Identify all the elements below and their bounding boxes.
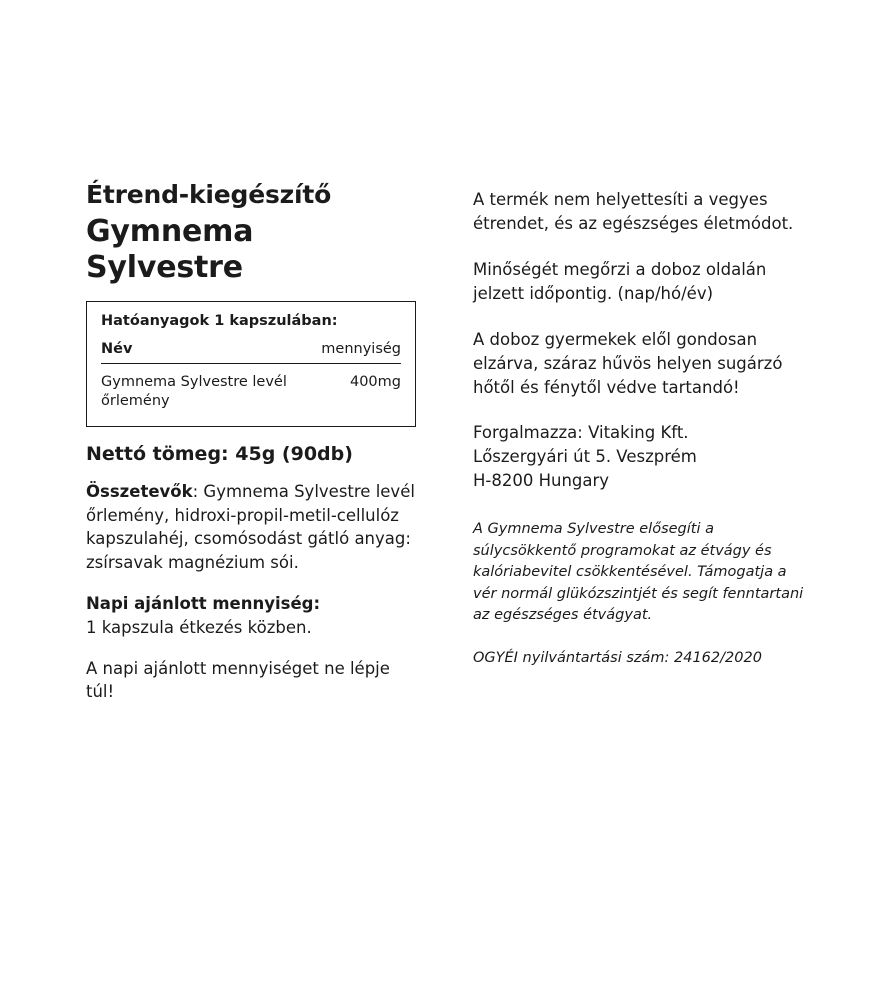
product-kind: Étrend-kiegészítő — [86, 180, 332, 209]
dosage-text: 1 kapszula étkezés közben. — [86, 617, 312, 637]
dose-warning: A napi ajánlott mennyiséget ne lépje túl! — [86, 658, 390, 702]
column-header-quantity: mennyiség — [321, 341, 401, 364]
distributor-block — [473, 421, 813, 493]
ingredient-name: Gymnema Sylvestre levél őrlemény — [101, 373, 287, 410]
net-weight: Nettó tömeg: 45g (90db) — [86, 442, 353, 465]
ingredients-label: Összetevők — [86, 482, 193, 502]
registration-number: OGYÉI nyilvántartási szám: 24162/2020 — [473, 650, 762, 667]
product-title — [86, 214, 421, 287]
ingredients-grid — [101, 341, 401, 412]
not-substitute-text: A termék nem helyettesíti a vegyes étrendet, és az egészséges életmódot. — [473, 190, 794, 233]
label-right-column — [473, 180, 813, 670]
table-header-row — [101, 341, 401, 364]
table-row — [101, 363, 401, 412]
distributor-line-2: Lőszergyári út 5. Veszprém — [473, 447, 697, 467]
product-title-line-2: Sylvestre — [86, 250, 243, 286]
ingredients-text: : Gymnema Sylvestre levél őrlemény, hidroxi-propil-metil-cellulóz kapszulahéj, csomósodást gátló anyag: zsírsavak magnézium sói. — [86, 482, 415, 572]
column-header-name: Név — [101, 341, 321, 364]
active-ingredients-table — [86, 301, 416, 427]
ingredients-paragraph — [86, 480, 421, 574]
product-title-line-1: Gymnema — [86, 213, 254, 249]
distributor-line-3: H-8200 Hungary — [473, 471, 610, 491]
distributor-line-1: Forgalmazza: Vitaking Kft. — [473, 423, 689, 443]
best-before-text: Minőségét megőrzi a doboz oldalán jelzett időpontig. (nap/hó/év) — [473, 259, 767, 303]
dosage-heading: Napi ajánlott mennyiség: — [86, 594, 321, 614]
storage-text: A doboz gyermekek elől gondosan elzárva, száraz hűvös helyen sugárzó hőtől és fénytől védve tartandó! — [473, 329, 783, 397]
ingredient-quantity: 400mg — [349, 373, 401, 390]
active-ingredients-title: Hatóanyagok 1 kapszulában: — [101, 312, 338, 329]
label-left-column — [86, 180, 421, 722]
health-claim-text: A Gymnema Sylvestre elősegíti a súlycsökkentő programokat az étvágy és kalóriabevitel csökkentésével. Támogatja a vér normál glükózszintjét és segít fenntartani az egészséges étvágyat. — [473, 521, 804, 624]
